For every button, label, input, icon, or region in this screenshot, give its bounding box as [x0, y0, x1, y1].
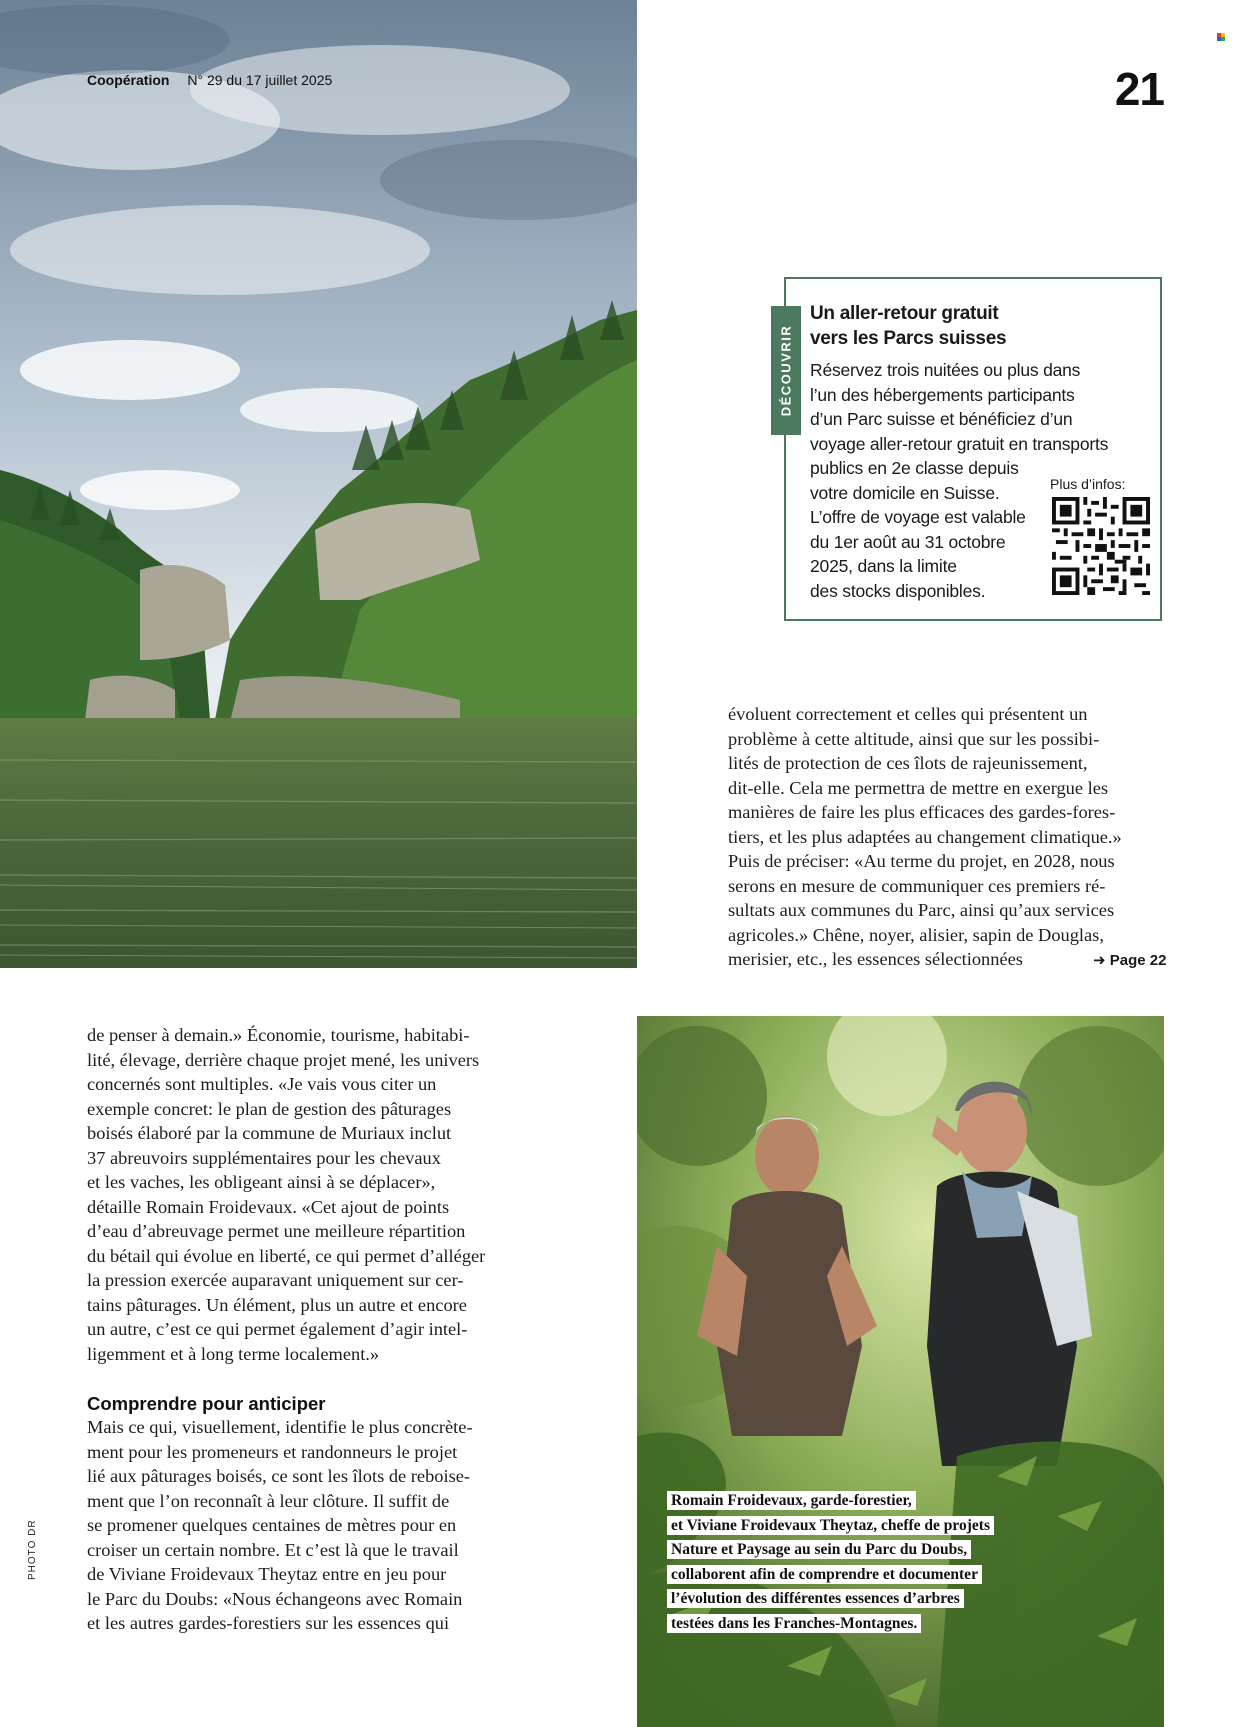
caption-line: [667, 1490, 916, 1512]
body-text-line: ligemment et à long terme localement.»: [87, 1343, 380, 1364]
body-text-line: lités de protection de ces îlots de rajeunissement,: [728, 753, 1088, 773]
body-text-line: ment que l’on reconnaît à leur clôture. Il suffit de: [87, 1490, 450, 1511]
photo-credit: PHOTO DR: [27, 1519, 38, 1580]
body-text-line: d’eau d’abreuvage permet une meilleure répartition: [87, 1221, 466, 1241]
body-text-line: un autre, c’est ce qui permet également d’agir intel-: [87, 1319, 468, 1339]
lake-landscape-photo: [0, 0, 637, 968]
body-text-line: sultats aux communes du Parc, ainsi qu’aux services: [728, 900, 1115, 920]
page-header: [87, 72, 332, 88]
promo-body-line: L’offre de voyage est valable: [810, 507, 1026, 527]
body-text-line: de Viviane Froidevaux Theytaz entre en jeu pour: [87, 1564, 447, 1584]
caption-line: [667, 1515, 994, 1537]
foresters-photo: [637, 1016, 1164, 1727]
promo-body-line: d’un Parc suisse et bénéficiez d’un: [810, 409, 1073, 429]
body-text-line: Puis de préciser: «Au terme du projet, en 2028, nous: [728, 851, 1115, 871]
caption-line: [667, 1539, 971, 1561]
promo-tag: [771, 306, 801, 435]
caption-text: l’évolution des différentes essences d’arbres: [667, 1589, 964, 1608]
promo-body-line: Réservez trois nuitées ou plus dans: [810, 360, 1081, 380]
body-text-line: merisier, etc., les essences sélectionnées: [728, 949, 1023, 969]
continued-page-link[interactable]: ➜ Page 22: [1093, 952, 1167, 969]
body-text-line: serons en mesure de communiquer ces premiers ré-: [728, 875, 1106, 896]
body-text-line: problème à cette altitude, ainsi que sur les possibi-: [728, 728, 1100, 749]
promo-body-line: 2025, dans la limite: [810, 556, 957, 576]
promo-box: [778, 277, 1162, 621]
body-text-line: croiser un certain nombre. Et c’est là que le travail: [87, 1539, 459, 1560]
body-text-line: dit-elle. Cela me permettra de mettre en exergue les: [728, 777, 1109, 798]
body-text-line: de penser à demain.» Économie, tourisme, habitabi-: [87, 1025, 470, 1045]
body-text-line: se promener quelques centaines de mètres pour en: [87, 1515, 457, 1535]
body-text-line: Mais ce qui, visuellement, identifie le plus concrète-: [87, 1417, 473, 1437]
qr-label: Plus d’infos:: [1050, 476, 1126, 492]
body-text-line: lié aux pâturages boisés, ce sont les îlots de reboise-: [87, 1466, 471, 1486]
caption-text: Romain Froidevaux, garde-forestier,: [667, 1491, 916, 1510]
promo-body-line: votre domicile en Suisse.: [810, 482, 1000, 503]
caption-text: Nature et Paysage au sein du Parc du Doubs,: [667, 1540, 971, 1559]
caption-text: collaborent afin de comprendre et documenter: [667, 1565, 982, 1584]
body-text-line: tains pâturages. Un élément, plus un autre et encore: [87, 1294, 467, 1315]
body-text-line: la pression exercée auparavant uniquement sur cer-: [87, 1270, 464, 1290]
promo-body-line: du 1er août au 31 octobre: [810, 531, 1006, 552]
body-text-line: et les autres gardes-forestiers sur les essences qui: [87, 1613, 450, 1633]
section-subheading: Comprendre pour anticiper: [87, 1393, 326, 1414]
body-text-line: détaille Romain Froidevaux. «Cet ajout de points: [87, 1196, 450, 1217]
body-text-line: exemple concret: le plan de gestion des pâturages: [87, 1098, 452, 1119]
body-text-line: le Parc du Doubs: «Nous échangeons avec Romain: [87, 1588, 463, 1609]
promo-tag-label: DÉCOUVRIR: [778, 324, 794, 417]
body-text-line: concernés sont multiples. «Je vais vous citer un: [87, 1074, 437, 1094]
caption-text: testées dans les Franches-Montagnes.: [667, 1614, 921, 1633]
body-text-line: tiers, et les plus adaptées au changement climatique.»: [728, 826, 1122, 847]
qr-code-icon[interactable]: [1052, 497, 1150, 595]
caption-line: [667, 1564, 982, 1586]
promo-body-line: voyage aller-retour gratuit en transports: [810, 433, 1109, 454]
issue-info: N° 29 du 17 juillet 2025: [187, 72, 333, 88]
promo-title-line: Un aller-retour gratuit: [810, 303, 999, 324]
promo-title: [810, 301, 1140, 351]
caption-line: [667, 1613, 921, 1635]
body-text-line: boisés élaboré par la commune de Muriaux inclut: [87, 1123, 452, 1143]
caption-line: [667, 1588, 964, 1610]
promo-body-line: publics en 2e classe depuis: [810, 458, 1019, 478]
body-text-line: lité, élevage, derrière chaque projet mené, les univers: [87, 1049, 480, 1070]
body-text-line: manières de faire les plus efficaces des gardes-fores-: [728, 802, 1116, 822]
body-text-line: du bétail qui évolue en liberté, ce qui permet d’alléger: [87, 1245, 486, 1266]
publication-name: Coopération: [87, 72, 170, 88]
caption-text: et Viviane Froidevaux Theytaz, cheffe de projets: [667, 1516, 994, 1535]
promo-body-line: des stocks disponibles.: [810, 580, 986, 601]
color-registration-icon: [1217, 33, 1225, 41]
promo-title-line: vers les Parcs suisses: [810, 328, 1007, 349]
page-number: 21: [1114, 63, 1164, 115]
body-text-line: agricoles.» Chêne, noyer, alisier, sapin de Douglas,: [728, 924, 1104, 945]
body-text-line: 37 abreuvoirs supplémentaires pour les chevaux: [87, 1147, 441, 1168]
body-text-line: ment pour les promeneurs et randonneurs le projet: [87, 1441, 458, 1462]
body-text-line: et les vaches, les obligeant ainsi à se déplacer»,: [87, 1172, 436, 1192]
body-text-line: évoluent correctement et celles qui présentent un: [728, 704, 1088, 724]
promo-body-line: l’un des hébergements participants: [810, 384, 1075, 405]
